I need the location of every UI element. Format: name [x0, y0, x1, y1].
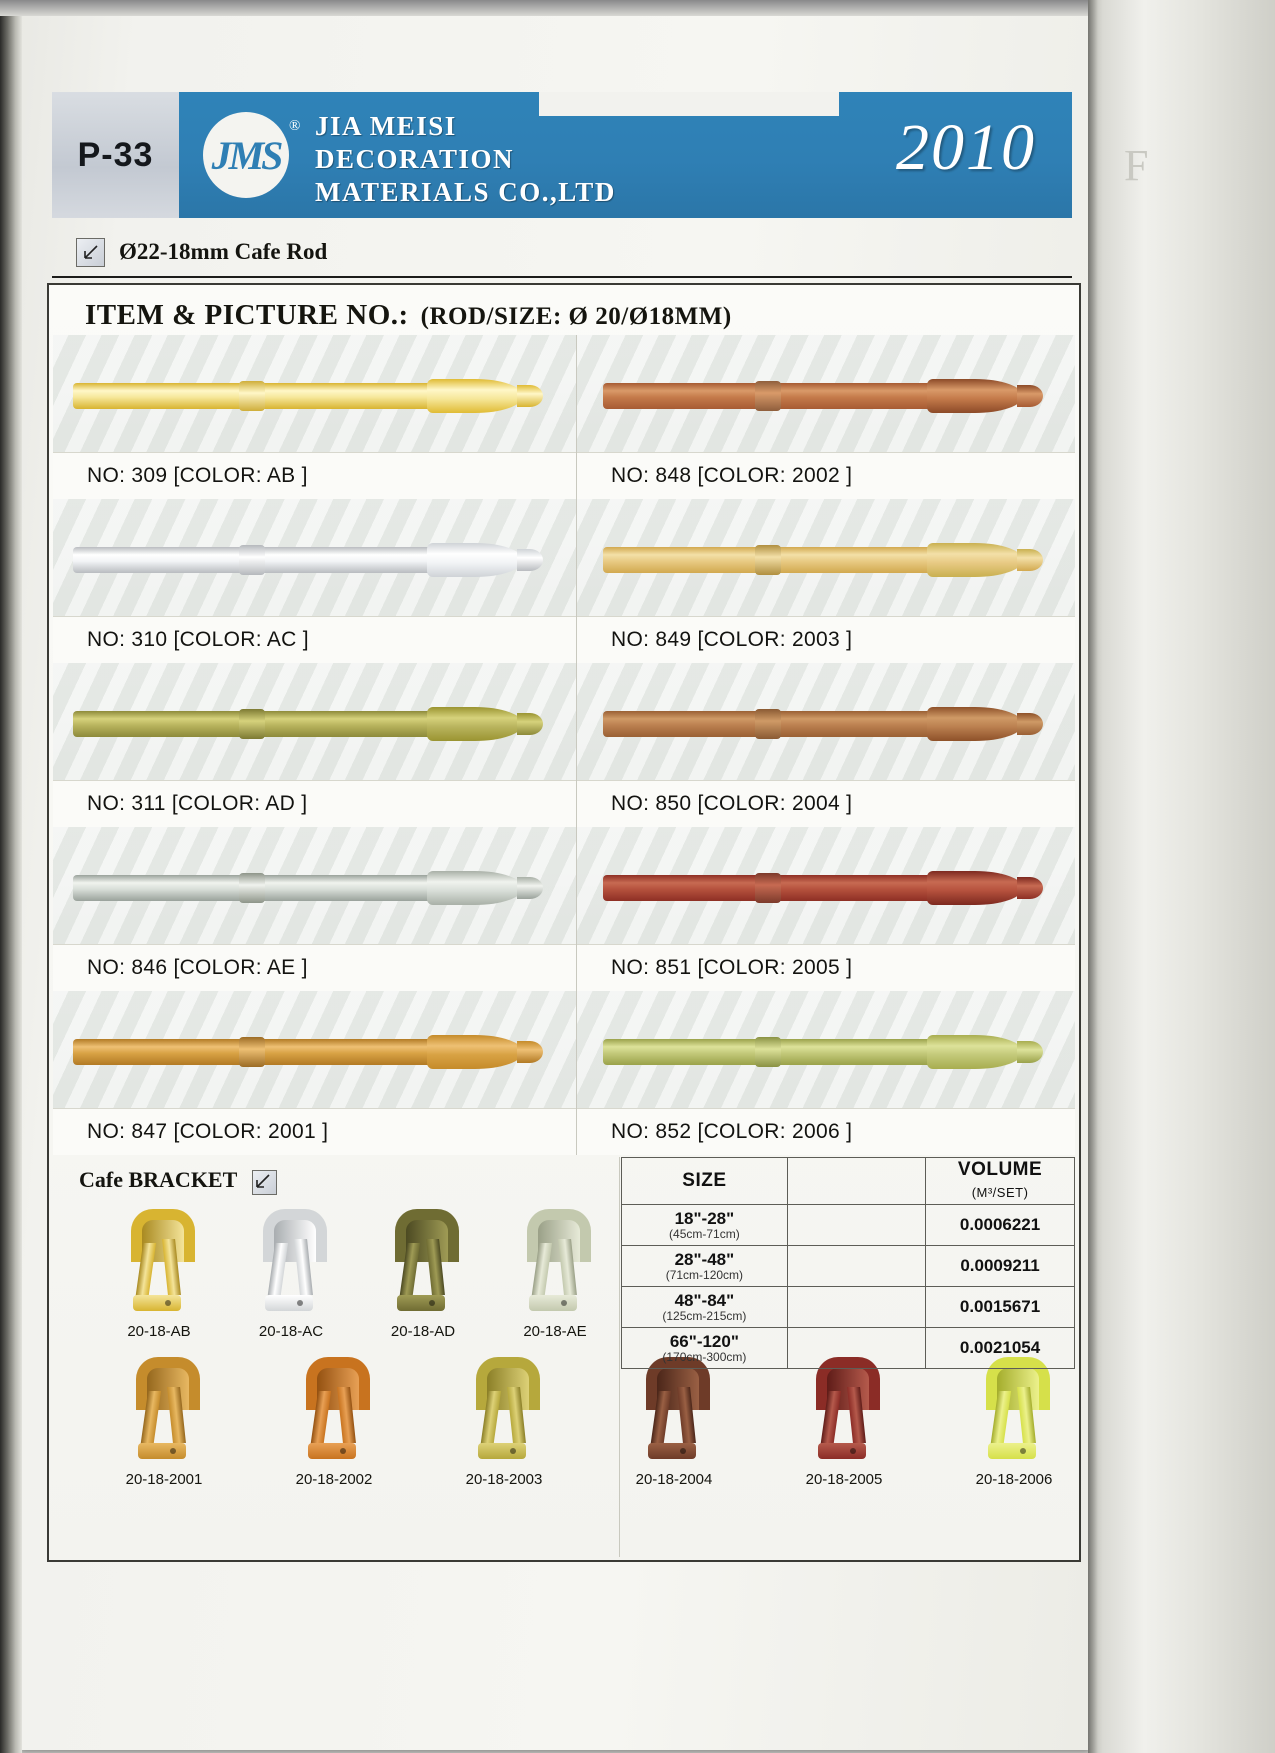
bracket-label: 20-18-2006: [975, 1471, 1053, 1488]
rod-finial: [427, 379, 523, 413]
product-caption: NO: 847 [COLOR: 2001 ]: [53, 1108, 576, 1155]
product-image: [53, 663, 576, 781]
brand-band: [179, 92, 1072, 218]
bracket-graphic: [117, 1209, 201, 1321]
rod-collar: [755, 545, 781, 575]
bracket-graphic: [122, 1357, 206, 1469]
rod-finial: [427, 1035, 523, 1069]
product-cell: [577, 335, 1075, 499]
table-row: [622, 1287, 1075, 1328]
bracket-label: 20-18-2005: [805, 1471, 883, 1488]
company-name: [315, 110, 616, 209]
rod-tip: [517, 549, 543, 571]
bracket-item: [93, 1209, 225, 1340]
bracket-arrow-icon: [252, 1170, 277, 1195]
panel-title-size: (ROD/SIZE: Ø 20/Ø18MM): [420, 303, 732, 330]
bracket-title-text: Cafe BRACKET: [79, 1167, 237, 1192]
rod-tip: [517, 713, 543, 735]
cell-size-cm: (45cm-71cm): [669, 1227, 740, 1241]
cell-size-cm: (71cm-120cm): [665, 1268, 744, 1282]
curtain-rod-graphic: [603, 871, 1043, 905]
product-image: [53, 499, 576, 617]
product-cell: [53, 335, 577, 499]
rod-finial: [427, 707, 523, 741]
header-size: SIZE: [622, 1158, 788, 1205]
rod-collar: [239, 1037, 265, 1067]
cell-size-inches: 18"-28": [674, 1209, 735, 1228]
rod-collar: [755, 381, 781, 411]
bracket-item: [419, 1357, 589, 1488]
rod-collar: [755, 709, 781, 739]
rod-tip: [517, 877, 543, 899]
product-cell: [577, 827, 1075, 991]
rod-finial: [927, 1035, 1023, 1069]
bracket-foot: [529, 1295, 577, 1311]
rod-tip: [1017, 713, 1043, 735]
logo-monogram: JMS: [211, 133, 281, 178]
product-caption: NO: 850 [COLOR: 2004 ]: [577, 780, 1075, 827]
product-cell: [577, 663, 1075, 827]
bracket-graphic: [292, 1357, 376, 1469]
company-line-1: JIA MEISI: [315, 111, 457, 141]
rod-tip: [1017, 1041, 1043, 1063]
table-header-row: [622, 1158, 1075, 1205]
cell-size-inches: 66"-120": [669, 1332, 739, 1351]
bracket-item: [759, 1357, 929, 1488]
product-grid: [53, 335, 1075, 1155]
rod-tip: [517, 1041, 543, 1063]
bracket-foot: [397, 1295, 445, 1311]
bracket-label: 20-18-2003: [465, 1471, 543, 1488]
curtain-rod-graphic: [603, 707, 1043, 741]
cell-volume: 0.0006221: [926, 1205, 1075, 1246]
product-cell: [53, 827, 577, 991]
cell-middle: [787, 1205, 925, 1246]
product-image: [53, 991, 576, 1109]
bracket-graphic: [513, 1209, 597, 1321]
product-image: [577, 827, 1075, 945]
header-volume: [926, 1158, 1075, 1205]
bracket-section-title: [79, 1167, 277, 1195]
bracket-foot: [478, 1443, 526, 1459]
product-caption: NO: 311 [COLOR: AD ]: [53, 780, 576, 827]
cell-volume: 0.0021054: [926, 1328, 1075, 1369]
bracket-row-wood: [79, 1357, 1099, 1488]
bracket-item: [589, 1357, 759, 1488]
subheader-title: Ø22-18mm Cafe Rod: [119, 239, 328, 264]
rod-finial: [927, 707, 1023, 741]
cell-middle: [787, 1328, 925, 1369]
rod-tip: [1017, 385, 1043, 407]
cell-size-cm: (170cm-300cm): [662, 1350, 747, 1364]
rod-finial: [427, 871, 523, 905]
cell-middle: [787, 1287, 925, 1328]
product-image: [577, 335, 1075, 453]
curtain-rod-graphic: [73, 707, 543, 741]
rod-tip: [1017, 549, 1043, 571]
rod-collar: [239, 381, 265, 411]
cell-size-inches: 48"-84": [674, 1291, 735, 1310]
cell-size-cm: (125cm-215cm): [662, 1309, 747, 1323]
rod-finial: [927, 543, 1023, 577]
bracket-item: [225, 1209, 357, 1340]
product-cell: [53, 663, 577, 827]
bracket-foot: [648, 1443, 696, 1459]
cell-size: [622, 1287, 788, 1328]
rod-finial: [927, 379, 1023, 413]
rod-tip: [517, 385, 543, 407]
curtain-rod-graphic: [603, 379, 1043, 413]
panel-title-text: ITEM & PICTURE NO.:: [85, 299, 409, 331]
panel-title: [85, 299, 732, 332]
bracket-label: 20-18-2002: [295, 1471, 373, 1488]
rod-tip: [1017, 877, 1043, 899]
header-middle: [787, 1158, 925, 1205]
bracket-graphic: [462, 1357, 546, 1469]
bracket-foot: [818, 1443, 866, 1459]
product-caption: NO: 848 [COLOR: 2002 ]: [577, 452, 1075, 499]
cell-volume: 0.0015671: [926, 1287, 1075, 1328]
table-row: [622, 1205, 1075, 1246]
product-image: [577, 991, 1075, 1109]
rod-collar: [755, 1037, 781, 1067]
bracket-row-metallic: [93, 1209, 621, 1340]
curtain-rod-graphic: [73, 543, 543, 577]
bracket-item: [489, 1209, 621, 1340]
product-caption: NO: 852 [COLOR: 2006 ]: [577, 1108, 1075, 1155]
diagonal-arrow-icon: [76, 238, 105, 267]
bracket-label: 20-18-2001: [125, 1471, 203, 1488]
rod-finial: [427, 543, 523, 577]
product-caption: NO: 851 [COLOR: 2005 ]: [577, 944, 1075, 991]
company-line-3: MATERIALS CO.,LTD: [315, 177, 616, 207]
registered-trademark-icon: ®: [289, 118, 301, 134]
product-image: [53, 335, 576, 453]
product-image: [577, 663, 1075, 781]
product-cell: [577, 991, 1075, 1155]
curtain-rod-graphic: [603, 543, 1043, 577]
cell-size: [622, 1246, 788, 1287]
bracket-graphic: [381, 1209, 465, 1321]
product-caption: NO: 846 [COLOR: AE ]: [53, 944, 576, 991]
company-logo: [203, 108, 303, 200]
bracket-foot: [308, 1443, 356, 1459]
curtain-rod-graphic: [73, 871, 543, 905]
rod-collar: [755, 873, 781, 903]
bracket-label: 20-18-AC: [258, 1323, 324, 1340]
size-volume-table: [621, 1157, 1075, 1369]
page-number: P-33: [52, 92, 179, 218]
bracket-item: [79, 1357, 249, 1488]
table-row: [622, 1328, 1075, 1369]
product-caption: NO: 849 [COLOR: 2003 ]: [577, 616, 1075, 663]
cell-volume: 0.0009211: [926, 1246, 1075, 1287]
product-image: [577, 499, 1075, 617]
rod-finial: [927, 871, 1023, 905]
bracket-graphic: [249, 1209, 333, 1321]
bracket-foot: [138, 1443, 186, 1459]
bracket-graphic: [972, 1357, 1056, 1469]
bracket-foot: [265, 1295, 313, 1311]
curtain-rod-graphic: [603, 1035, 1043, 1069]
rod-collar: [239, 873, 265, 903]
bracket-item: [929, 1357, 1099, 1488]
item-picture-panel: [47, 283, 1081, 1562]
bracket-foot: [133, 1295, 181, 1311]
page-header: [52, 92, 1072, 218]
bracket-label: 20-18-AB: [127, 1323, 191, 1340]
company-line-2: DECORATION: [315, 144, 515, 174]
book-gutter: [0, 0, 22, 1753]
section-subheader: [52, 228, 1072, 278]
bracket-graphic: [802, 1357, 886, 1469]
product-cell: [53, 991, 577, 1155]
product-cell: [577, 499, 1075, 663]
curtain-rod-graphic: [73, 1035, 543, 1069]
page-top-edge: [0, 0, 1275, 16]
product-image: [53, 827, 576, 945]
product-caption: NO: 309 [COLOR: AB ]: [53, 452, 576, 499]
product-cell: [53, 499, 577, 663]
rod-collar: [239, 545, 265, 575]
catalog-year: 2010: [896, 111, 1036, 184]
cell-size-inches: 28"-48": [674, 1250, 735, 1269]
bracket-item: [249, 1357, 419, 1488]
cell-middle: [787, 1246, 925, 1287]
table-row: [622, 1246, 1075, 1287]
cell-size: [622, 1205, 788, 1246]
cell-size: [622, 1328, 788, 1369]
product-caption: NO: 310 [COLOR: AC ]: [53, 616, 576, 663]
curtain-rod-graphic: [73, 379, 543, 413]
facing-page-edge: [1088, 0, 1275, 1753]
facing-page-text: F: [1124, 141, 1151, 190]
header-volume-unit: (M³/SET): [971, 1185, 1029, 1200]
bracket-item: [357, 1209, 489, 1340]
bracket-label: 20-18-AD: [390, 1323, 456, 1340]
rod-collar: [239, 709, 265, 739]
bracket-graphic: [632, 1357, 716, 1469]
bracket-label: 20-18-2004: [635, 1471, 713, 1488]
bracket-foot: [988, 1443, 1036, 1459]
header-volume-text: VOLUME: [957, 1159, 1043, 1180]
bracket-label: 20-18-AE: [523, 1323, 587, 1340]
